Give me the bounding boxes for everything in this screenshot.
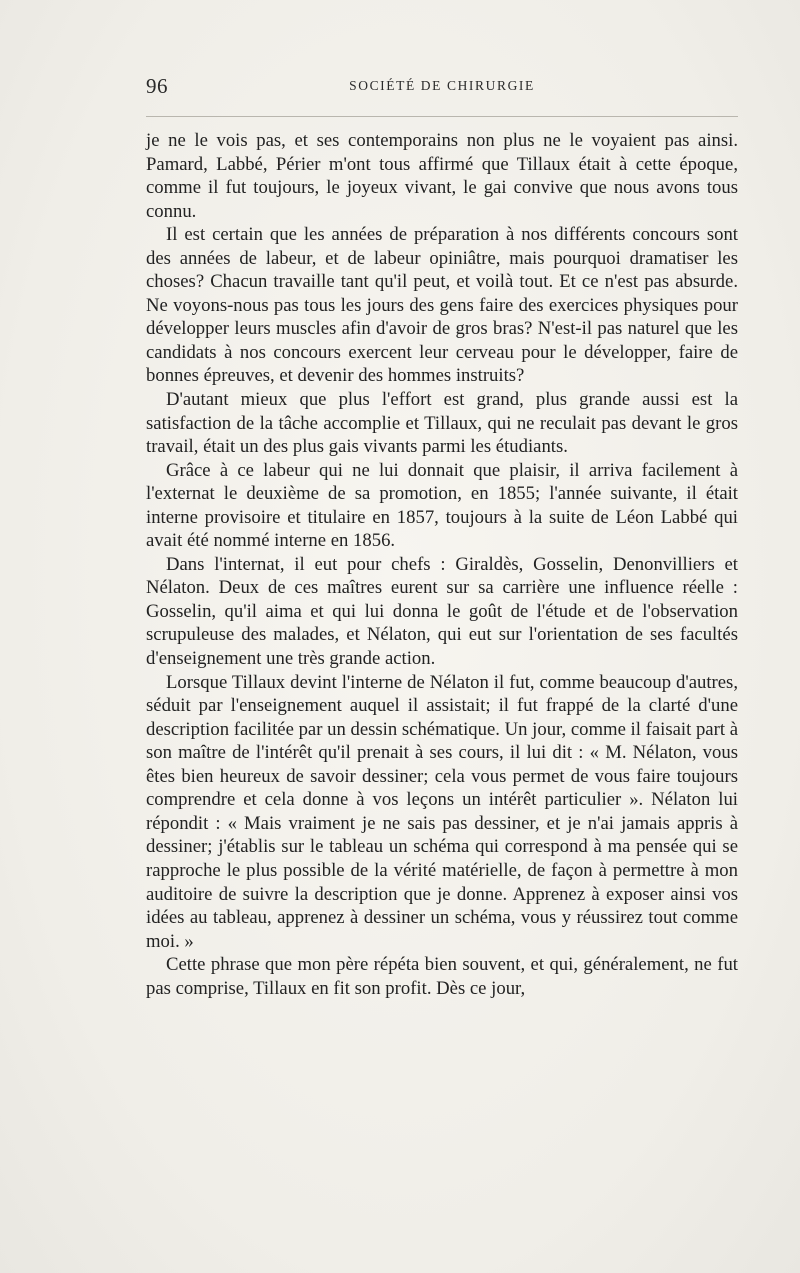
paragraph-7: Cette phrase que mon père répéta bien souvent, et qui, généralement, ne fut pas comprise, Tillaux en fit son profit. Dès ce jour, <box>146 954 738 999</box>
paragraph-2: Il est certain que les années de préparation à nos différents concours sont des années de labeur, et de labeur opiniâtre, mais pourquoi dramatiser les choses? Chacun travaille tant qu'il peut, et voilà tout. Et ce n'est pas absurde. Ne voyons-nous pas tous les jours des gens faire des exercices physiques pour développer leurs muscles afin d'avoir de gros bras? N'est-il pas naturel que les candidats à nos concours exercent leur cerveau pour le développer, faire de bonnes épreuves, et devenir des hommes instruits? <box>146 224 738 387</box>
paragraph-5: Dans l'internat, il eut pour chefs : Giraldès, Gosselin, Denonvilliers et Nélaton. Deux de ces maîtres eurent sur sa carrière une influence réelle : Gosselin, qu'il aima et qui lui donna le goût de l'étude et de l'observation scrupuleuse des malades, et Nélaton, qui eut sur l'orientation de ses facultés d'enseignement une très grande action. <box>146 553 738 670</box>
paragraph-1: je ne le vois pas, et ses contemporains non plus ne le voyaient pas ainsi. Pamard, Labbé, Périer m'ont tous affirmé que Tillaux était à cette époque, comme il fut toujours, le joyeux vivant, le gai convive que nous avons tous connu. <box>146 130 738 222</box>
paragraph-6: Lorsque Tillaux devint l'interne de Nélaton il fut, comme beaucoup d'autres, séduit par l'enseignement auquel il assistait; il fut frappé de la clarté d'une description facilitée par un dessin schématique. Un jour, comme il faisait part à son maître de l'intérêt qu'il prenait à ses cours, il lui dit : « M. Nélaton, vous êtes bien heureux de savoir dessiner; cela vous permet de vous faire toujours comprendre et cela donne à vos leçons un intérêt particulier ». Nélaton lui répondit : « Mais vraiment je ne sais pas dessiner, et je n'ai jamais appris à dessiner; j'établis sur le tableau un schéma qui correspond à ma pensée qui se rapproche le plus possible de la vérité matérielle, de façon à permettre à mon auditoire de suivre la description que je donne. Apprenez à exposer ainsi vos idées au tableau, apprenez à dessiner un schéma, vous y réussirez tout comme moi. » <box>146 671 738 952</box>
page-number: 96 <box>146 74 168 98</box>
running-title: SOCIÉTÉ DE CHIRURGIE <box>349 78 535 93</box>
header-rule <box>146 116 738 117</box>
paragraph-3: D'autant mieux que plus l'effort est grand, plus grande aussi est la satisfaction de la tâche accomplie et Tillaux, qui ne reculait pas devant le gros travail, était un des plus gais vivants parmi les étudiants. <box>146 389 738 458</box>
paragraph-4: Grâce à ce labeur qui ne lui donnait que plaisir, il arriva facilement à l'externat le deuxième de sa promotion, en 1855; l'année suivante, il était interne provisoire et titulaire en 1857, toujours à la suite de Léon Labbé qui avait été nommé interne en 1856. <box>146 459 738 552</box>
body-text <box>146 129 738 1000</box>
page-header <box>146 74 738 104</box>
